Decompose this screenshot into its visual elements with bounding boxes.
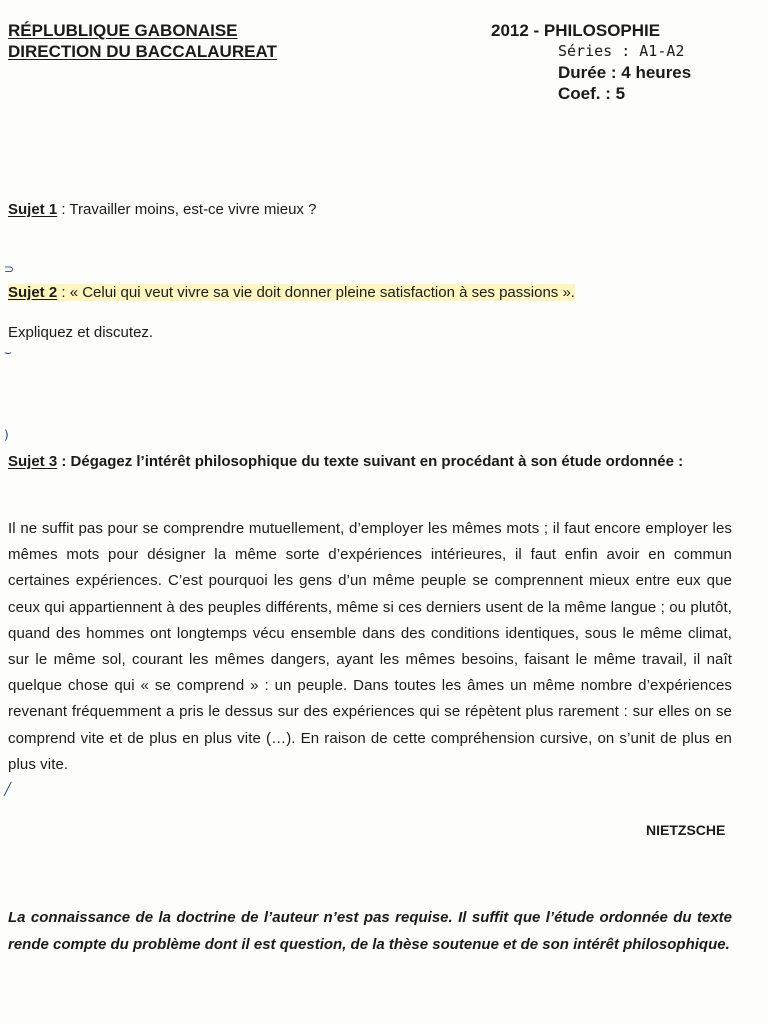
instruction-note: La connaissance de la doctrine de l’auteur n’est pas requise. Il suffit que l’étude ordonnée du texte rende compte du problème dont il est question, de la thèse soutenue et de son intérêt philosophique.: [8, 909, 732, 953]
philosophy-passage: Il ne suffit pas pour se comprendre mutuellement, d’employer les mêmes mots ; il faut encore employer les mêmes mots pour désigner la même sorte d’expériences intérieures, il faut enfin avoir en commun certaines expériences. C’est pourquoi les gens d’un même peuple se comprennent mieux entre eux que ceux qui appartiennent à des peuples différents, même si ces derniers usent de la même langue ; ou plutôt, quand des hommes ont longtemps vécu ensemble dans des conditions identiques, sous le même climat, sur le même sol, courant les mêmes dangers, ayant les mêmes besoins, faisant le même travail, il naît quelque chose qui « se comprend » : un peuple. Dans toutes les âmes un même nombre d’expériences revenant fréquemment a pris le dessus sur des expériences qui se répètent plus rarement : sur elles on se comprend vite et de plus en plus vite (…). En raison de cette compréhension cursive, on s’unit de plus en plus vite.: [8, 520, 732, 773]
passage-author: NIETZSCHE: [646, 822, 726, 838]
country-name: RÉPLUBLIQUE GABONAISE: [8, 21, 238, 40]
sujet-3: [8, 450, 688, 474]
sujet-1-text: : Travailler moins, est-ce vivre mieux ?: [57, 201, 317, 218]
sujet-3-text: : Dégagez l’intérêt philosophique du texte suivant en procédant à son étude ordonnée :: [57, 453, 684, 470]
sujet-2-instruction: Expliquez et discutez.: [8, 324, 154, 341]
sujet-2-text: : « Celui qui veut vivre sa vie doit donner pleine satisfaction à ses passions ».: [57, 284, 575, 301]
exam-coefficient: Coef. : 5: [558, 84, 626, 103]
margin-pen-mark: ╱: [4, 782, 12, 796]
exam-info: [491, 20, 691, 104]
exam-series: Séries : A1-A2: [558, 42, 685, 60]
margin-pen-mark: ⌣: [4, 345, 12, 359]
exam-duration: Durée : 4 heures: [558, 63, 692, 82]
margin-pen-mark: ⊃: [4, 262, 15, 276]
directorate-name: DIRECTION DU BACCALAUREAT: [8, 42, 277, 61]
sujet-2: [8, 283, 575, 303]
exam-subject: 2012 - PHILOSOPHIE: [491, 21, 661, 40]
issuer-header: [8, 20, 277, 62]
sujet-2-label: Sujet 2: [8, 284, 58, 301]
margin-pen-mark: ): [4, 428, 9, 442]
sujet-1: [8, 200, 316, 220]
sujet-3-label: Sujet 3: [8, 453, 58, 470]
sujet-1-label: Sujet 1: [8, 201, 58, 218]
